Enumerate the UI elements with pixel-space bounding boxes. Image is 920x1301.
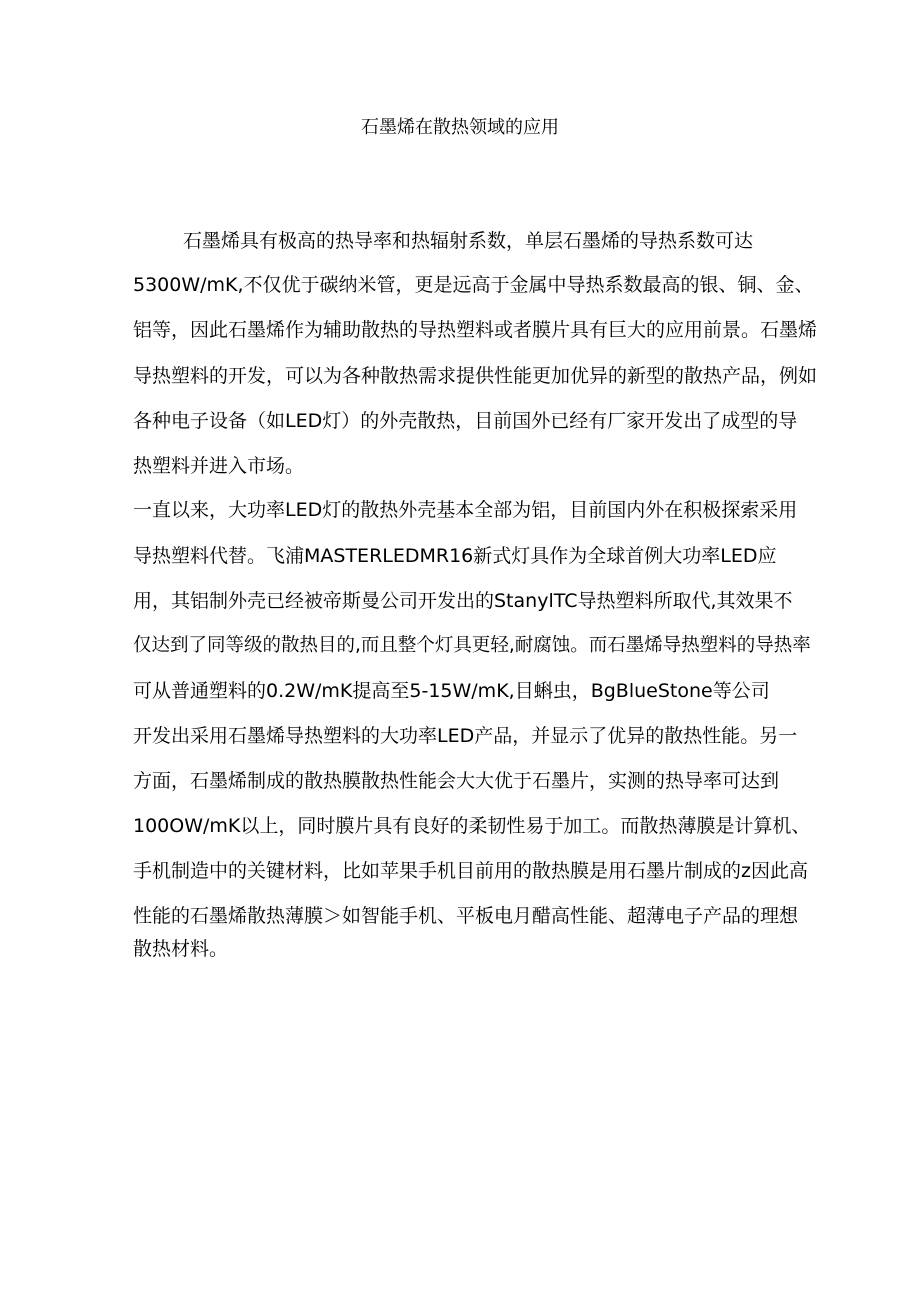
body-line-13: 方面，石墨烯制成的散热膜散热性能会大大优于石墨片，实测的热导率可达到 — [133, 770, 780, 792]
body-line-16: 性能的石墨烯散热薄膜＞如智能手机、平板电月醋高性能、超薄电子产品的理想 — [133, 905, 799, 927]
body-line-10: 仅达到了同等级的散热目的,而且整个灯具更轻,耐腐蚀。而石墨烯导热塑料的导热率 — [133, 635, 811, 656]
body-line-3: 铝等，因此石墨烯作为辅助散热的导热塑料或者膜片具有巨大的应用前景。石墨烯 — [133, 319, 818, 341]
body-line-7: 一直以来，大功率LED灯的散热外壳基本全部为铝，目前国内外在积极探索采用 — [133, 499, 798, 521]
body-line-2: 5300W/mK,不仅优于碳纳米管，更是远高于金属中导热系数最高的银、铜、金、 — [133, 274, 814, 296]
body-line-5: 各种电子设备（如LED灯）的外壳散热，目前国外已经有厂家开发出了成型的导 — [133, 410, 798, 432]
body-line-17: 散热材料。 — [133, 938, 229, 960]
document-title: 石墨烯在散热领域的应用 — [361, 117, 559, 138]
body-line-1: 石墨烯具有极高的热导率和热辐射系数，单层石墨烯的导热系数可达 — [183, 230, 754, 252]
body-line-8: 导热塑料代替。飞浦MASTERLEDMR16新式灯具作为全球首例大功率LED应 — [133, 545, 777, 567]
body-line-4: 导热塑料的开发，可以为各种散热需求提供性能更加优异的新型的散热产品，例如 — [133, 365, 818, 387]
body-line-9: 用，其铝制外壳已经被帝斯曼公司开发出的StanylTC导热塑料所取代,其效果不 — [133, 590, 793, 612]
body-line-11: 可从普通塑料的0.2W/mK提高至5-15W/mK,目蝌虫，BgBlueStone等公司 — [133, 680, 770, 702]
body-line-14: 100OW/mK以上，同时膜片具有良好的柔韧性易于加工。而散热薄膜是计算机、 — [133, 815, 811, 837]
body-line-12: 开发出采用石墨烯导热塑料的大功率LED产品，并显示了优异的散热性能。另一 — [133, 725, 798, 747]
body-line-15: 手机制造中的关键材料，比如苹果手机目前用的散热膜是用石墨片制成的z因此高 — [133, 860, 808, 882]
body-line-6: 热塑料并进入市场。 — [133, 455, 305, 477]
